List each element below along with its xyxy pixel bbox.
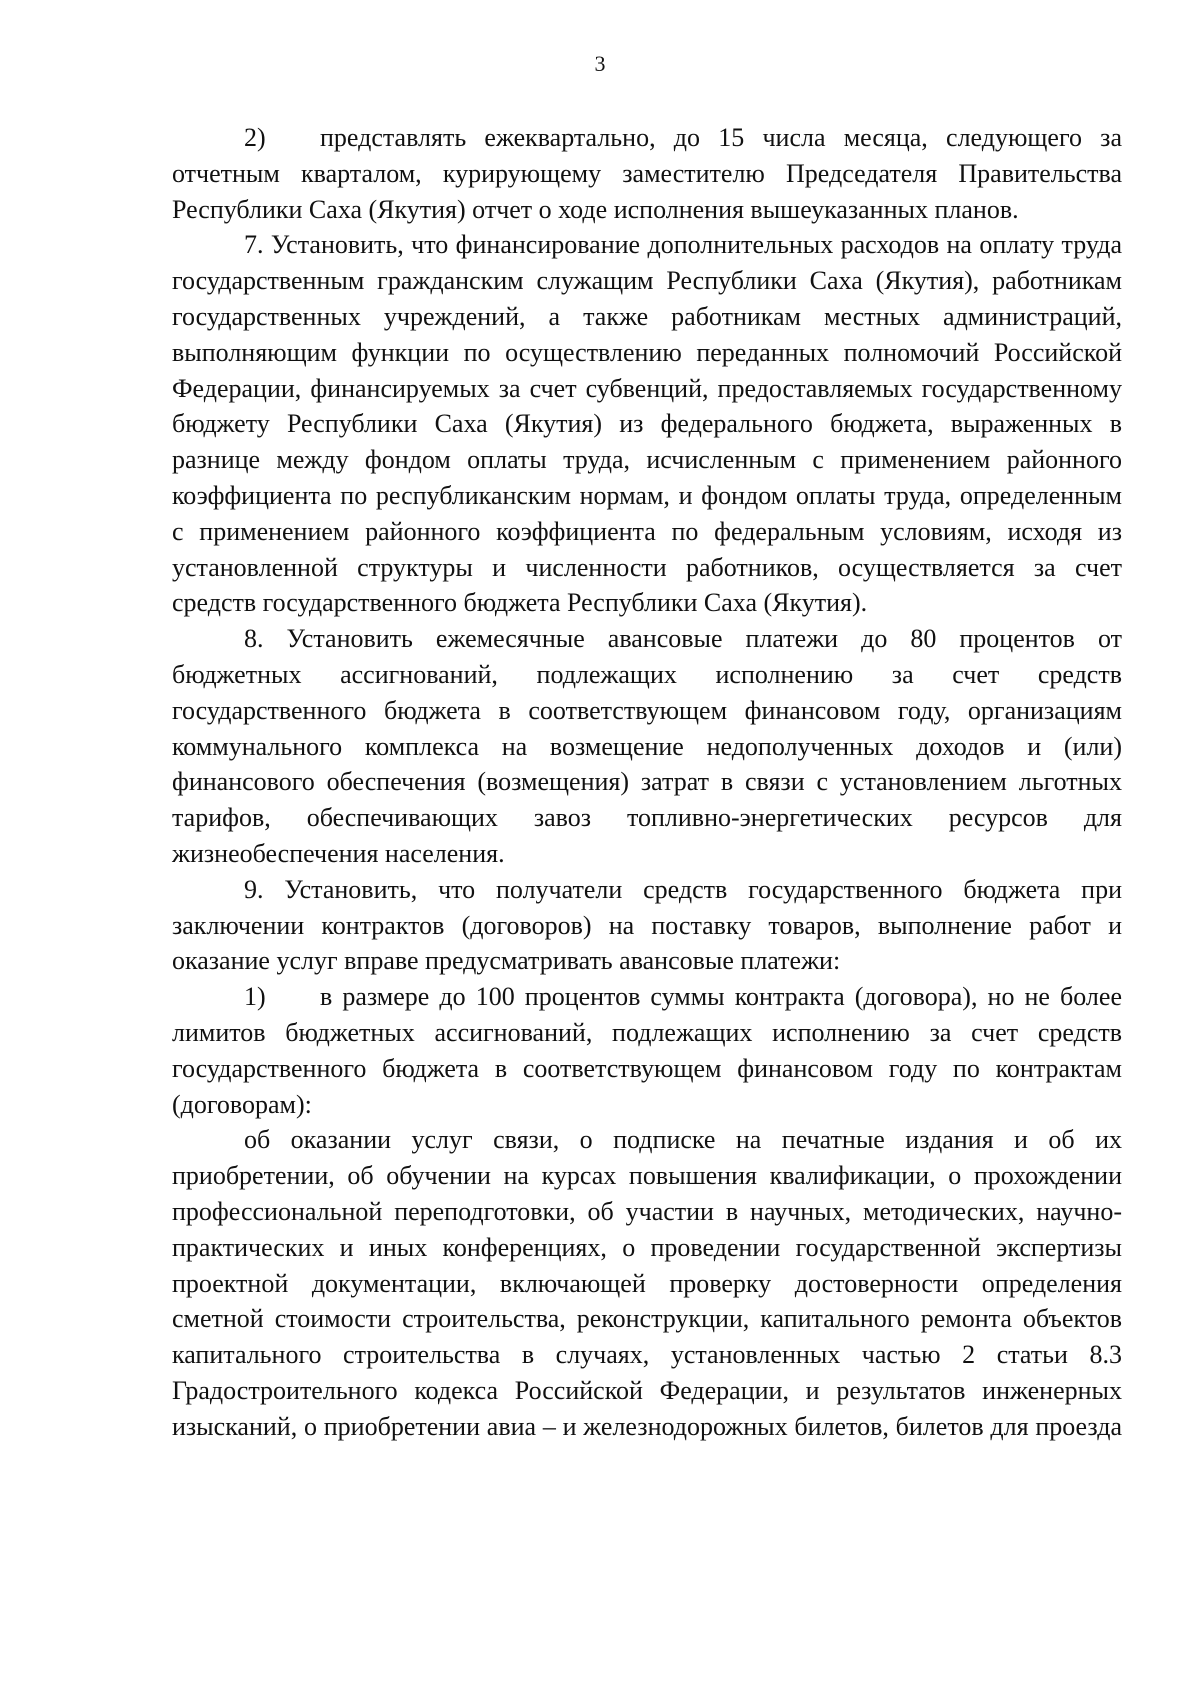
item-number: 1) <box>244 982 266 1012</box>
paragraph-item-2 <box>172 120 1122 227</box>
paragraph-text: об оказании услуг связи, о подписке на печатные издания и об их приобретении, об обучении на курсах повышения квалификации, о прохождении профессиональной переподготовки, об участии в научных, методических, научно-практических и иных конференциях, о проведении государственной экспертизы проектной документации, включающей проверку достоверности определения сметной стоимости строительства, реконструкции, капитального ремонта объектов капитального строительства в случаях, установленных частью 2 статьи 8.3 Градостроительного кодекса Российской Федерации, и результатов инженерных изысканий, о приобретении авиа – и железнодорожных билетов, билетов для проезда <box>172 1125 1122 1441</box>
paragraph-7 <box>172 227 1122 621</box>
paragraph-9 <box>172 872 1122 979</box>
page-number: 3 <box>594 51 606 76</box>
item-number: 2) <box>244 123 266 152</box>
paragraph-text: 9. Установить, что получатели средств государственного бюджета при заключении контрактов (договоров) на поставку товаров, выполнение работ и оказание услуг вправе предусматривать авансовые платежи: <box>172 874 1122 976</box>
paragraph-text: в размере до 100 процентов суммы контракта (договора), но не более лимитов бюджетных ассигнований, подлежащих исполнению за счет средств государственного бюджета в соответствующем финансовом году по контрактам (договорам): <box>172 982 1122 1119</box>
paragraph-text: представлять ежеквартально, до 15 числа месяца, следующего за отчетным кварталом, курирующему заместителю Председателя Правительства Республики Саха (Якутия) отчет о ходе исполнения вышеуказанных планов. <box>172 123 1122 224</box>
document-body <box>172 120 1122 1444</box>
paragraph-text: 8. Установить ежемесячные авансовые платежи до 80 процентов от бюджетных ассигнований, подлежащих исполнению за счет средств государственного бюджета в соответствующем финансовом году, организациям коммунального комплекса на возмещение недополученных доходов и (или) финансового обеспечения (возмещения) затрат в связи с установлением льготных тарифов, обеспечивающих завоз топливно-энергетических ресурсов для жизнеобеспечения населения. <box>172 624 1122 868</box>
paragraph-8 <box>172 621 1122 872</box>
paragraph-item-1 <box>172 979 1122 1122</box>
paragraph-text: 7. Установить, что финансирование дополнительных расходов на оплату труда государственным гражданским служащим Республики Саха (Якутия), работникам государственных учреждений, а также работникам местных администраций, выполняющим функции по осуществлению переданных полномочий Российской Федерации, финансируемых за счет субвенций, предоставляемых государственному бюджету Республики Саха (Якутия) из федерального бюджета, выраженных в разнице между фондом оплаты труда, исчисленным с применением районного коэффициента по республиканским нормам, и фондом оплаты труда, определенным с применением районного коэффициента по федеральным условиям, исходя из установленной структуры и численности работников, осуществляется за счет средств государственного бюджета Республики Саха (Якутия). <box>172 230 1122 618</box>
paragraph-contracts-list <box>172 1122 1122 1444</box>
